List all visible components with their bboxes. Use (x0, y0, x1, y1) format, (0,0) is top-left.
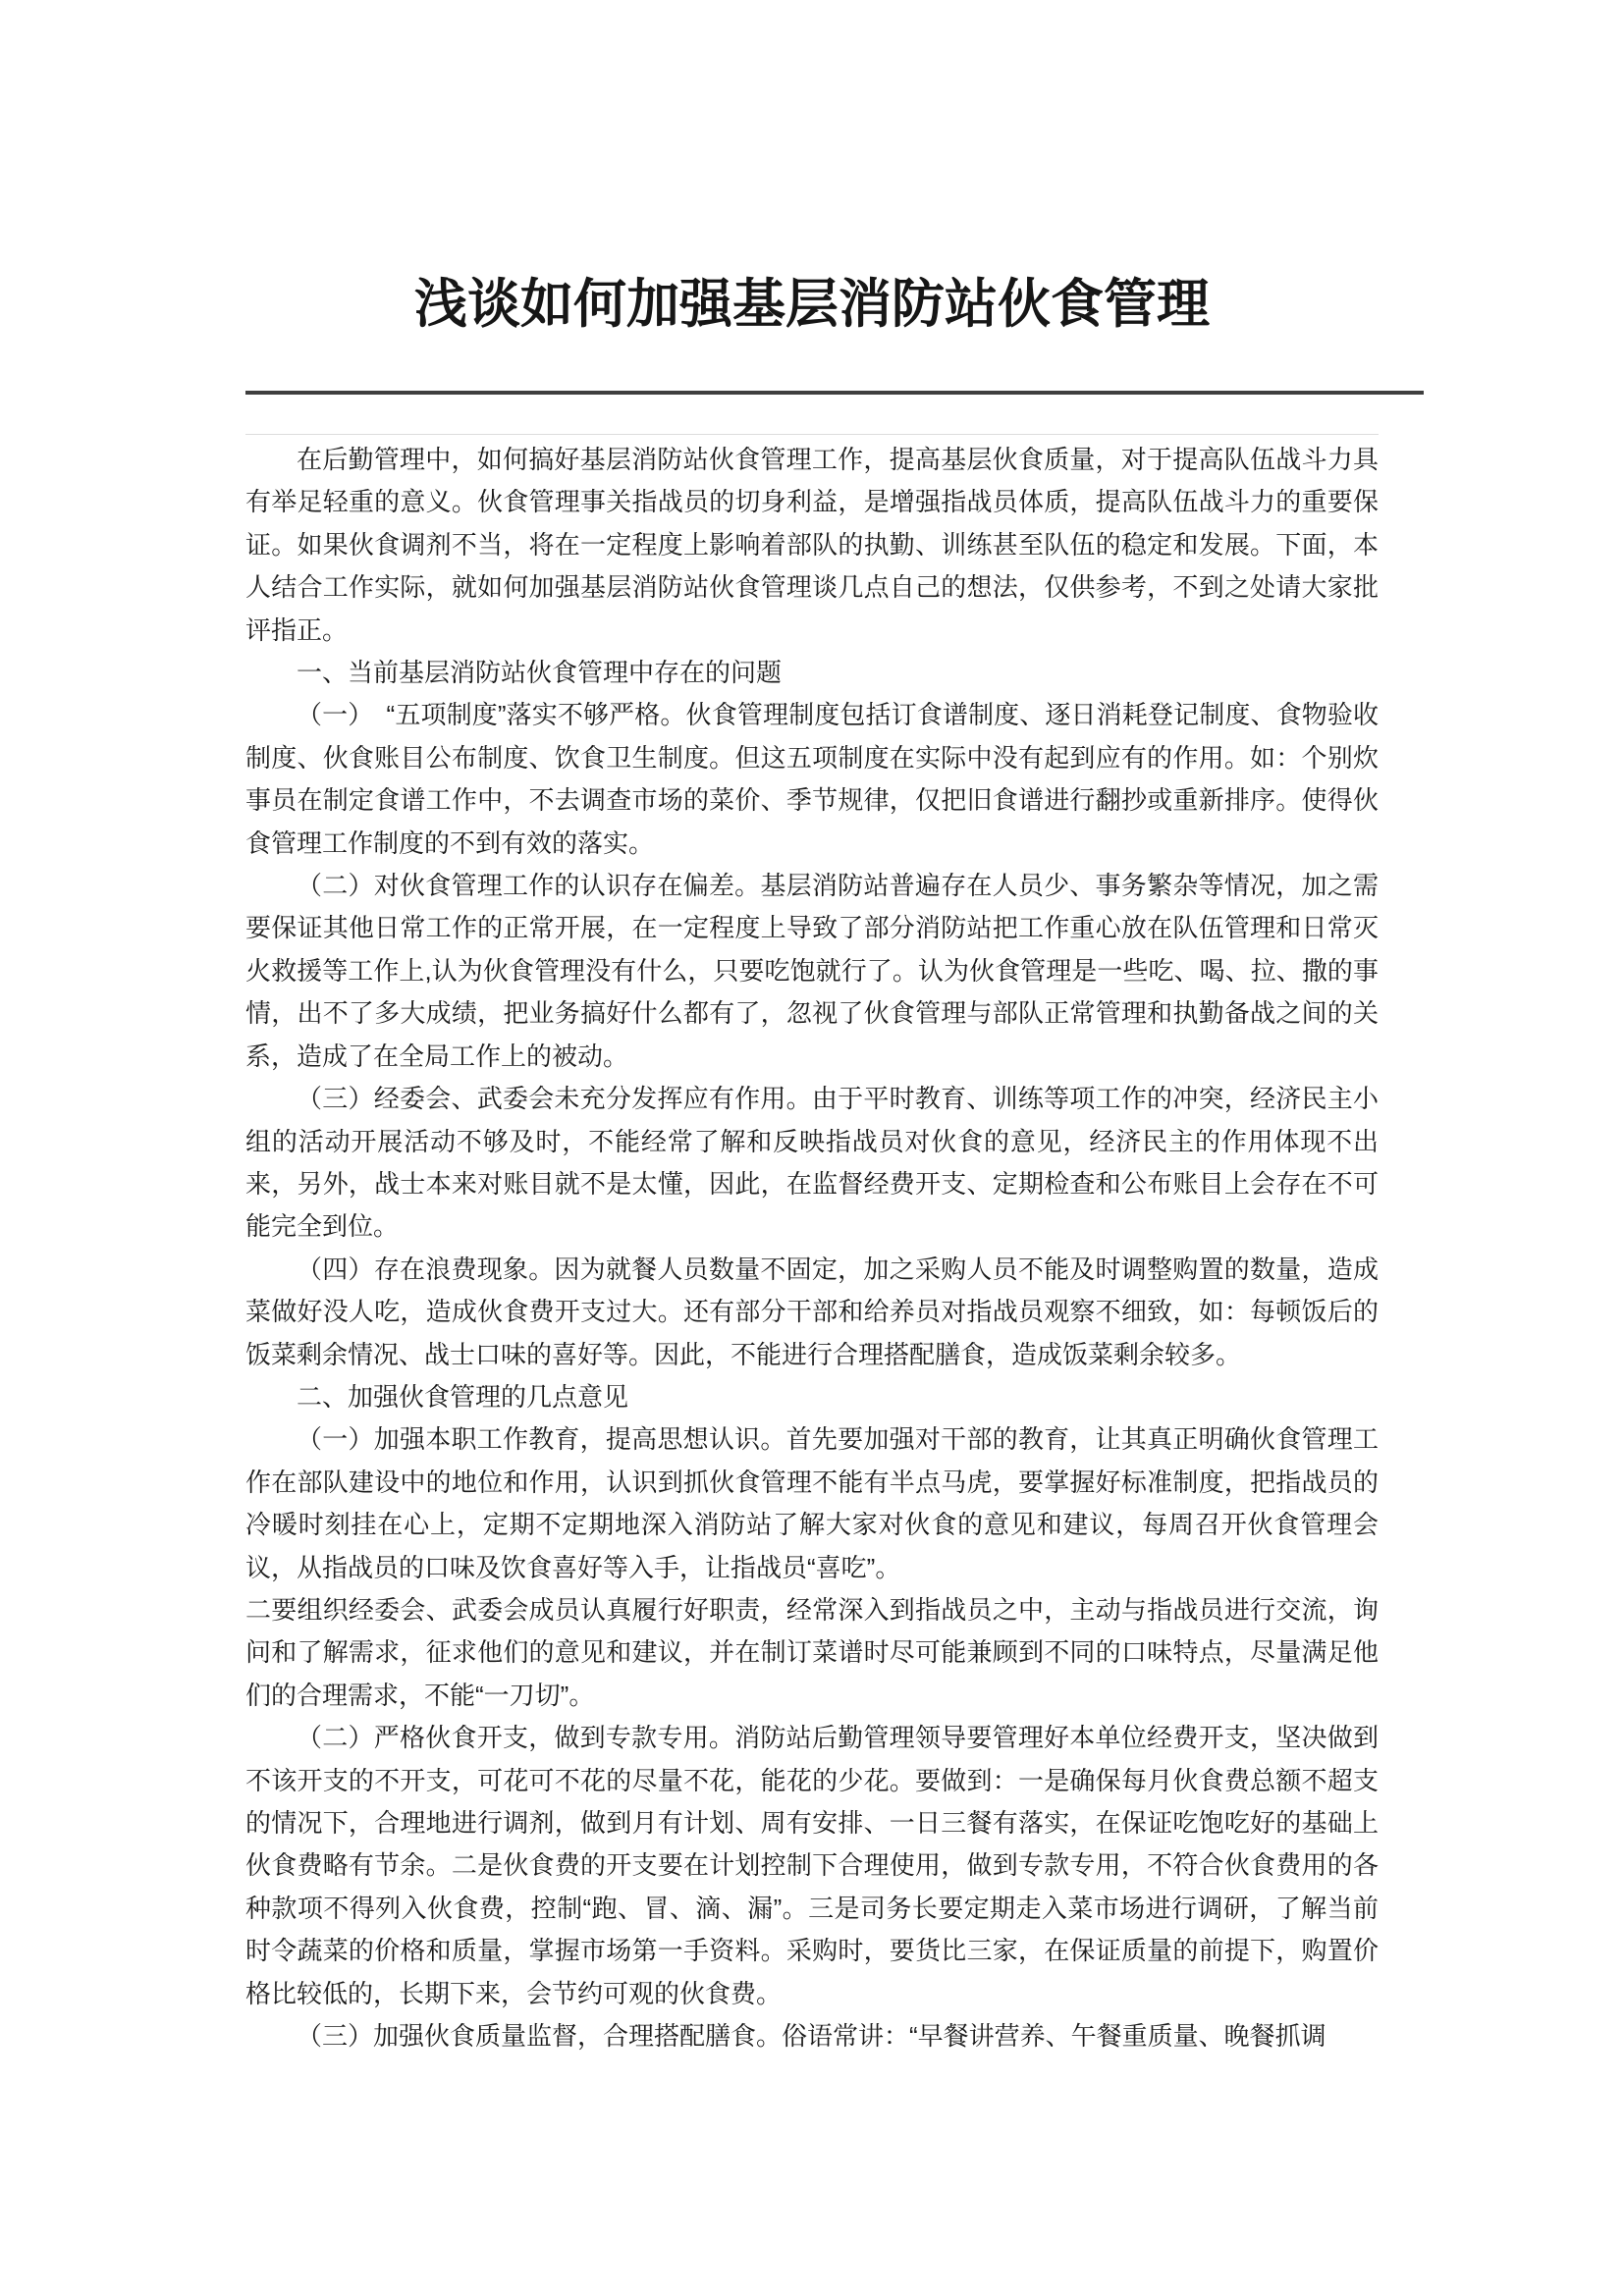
paragraph: （二）严格伙食开支，做到专款专用。消防站后勤管理领导要管理好本单位经费开支，坚决做到不该开支的不开支，可花可不花的尽量不花，能花的少花。要做到：一是确保每月伙食费总额不超支的情况下，合理地进行调剂，做到月有计划、周有安排、一日三餐有落实，在保证吃饱吃好的基础上伙食费略有节余。二是伙食费的开支要在计划控制下合理使用，做到专款专用，不符合伙食费用的各种款项不得列入伙食费，控制“跑、冒、滴、漏”。三是司务长要定期走入菜市场进行调研，了解当前时令蔬菜的价格和质量，掌握市场第一手资料。采购时，要货比三家，在保证质量的前提下，购置价格比较低的，长期下来，会节约可观的伙食费。 (245, 1723, 1379, 2008)
paragraph: （一） “五项制度”落实不够严格。伙食管理制度包括订食谱制度、逐日消耗登记制度、食物验收制度、伙食账目公布制度、饮食卫生制度。但这五项制度在实际中没有起到应有的作用。如：个别炊事员在制定食谱工作中，不去调查市场的菜价、季节规律，仅把旧食谱进行翻抄或重新排序。使得伙食管理工作制度的不到有效的落实。 (245, 700, 1379, 858)
body-top-rule (245, 434, 1379, 435)
paragraph: （四）存在浪费现象。因为就餐人员数量不固定，加之采购人员不能及时调整购置的数量，造成菜做好没人吃，造成伙食费开支过大。还有部分干部和给养员对指战员观察不细致，如：每顿饭后的饭菜剩余情况、战士口味的喜好等。因此，不能进行合理搭配膳食，造成饭菜剩余较多。 (245, 1254, 1379, 1369)
paragraph: （一）加强本职工作教育，提高思想认识。首先要加强对干部的教育，让其真正明确伙食管理工作在部队建设中的地位和作用，认识到抓伙食管理不能有半点马虎，要掌握好标准制度，把指战员的冷暖时刻挂在心上，定期不定期地深入消防站了解大家对伙食的意见和建议，每周召开伙食管理会议，从指战员的口味及饮食喜好等入手，让指战员“喜吃”。 (245, 1424, 1379, 1582)
title-underline-rule (245, 391, 1424, 395)
paragraph: 二要组织经委会、武委会成员认真履行好职责，经常深入到指战员之中，主动与指战员进行交流，询问和了解需求，征求他们的意见和建议，并在制订菜谱时尽可能兼顾到不同的口味特点，尽量满足他们的合理需求，不能“一刀切”。 (245, 1594, 1379, 1710)
document-title: 浅谈如何加强基层消防站伙食管理 (414, 275, 1210, 334)
paragraph: （三）加强伙食质量监督，合理搭配膳食。俗语常讲：“早餐讲营养、午餐重质量、晚餐抓调 (297, 2021, 1326, 2052)
paragraph: （三）经委会、武委会未充分发挥应有作用。由于平时教育、训练等项工作的冲突，经济民主小组的活动开展活动不够及时，不能经常了解和反映指战员对伙食的意见，经济民主的作用体现不出来，另外，战士本来对账目就不是太懂，因此，在监督经费开支、定期检查和公布账目上会存在不可能完全到位。 (245, 1084, 1379, 1242)
paragraph: 一、当前基层消防站伙食管理中存在的问题 (297, 658, 783, 688)
document-body (245, 439, 1379, 2057)
paragraph: （二）对伙食管理工作的认识存在偏差。基层消防站普遍存在人员少、事务繁杂等情况，加之需要保证其他日常工作的正常开展，在一定程度上导致了部分消防站把工作重心放在队伍管理和日常灭火救援等工作上,认为伙食管理没有什么，只要吃饱就行了。认为伙食管理是一些吃、喝、拉、撒的事情，出不了多大成绩，把业务搞好什么都有了，忽视了伙食管理与部队正常管理和执勤备战之间的关系，造成了在全局工作上的被动。 (245, 871, 1379, 1071)
paragraph: 二、加强伙食管理的几点意见 (297, 1381, 629, 1412)
paragraph: 在后勤管理中，如何搞好基层消防站伙食管理工作，提高基层伙食质量，对于提高队伍战斗力具有举足轻重的意义。伙食管理事关指战员的切身利益，是增强指战员体质，提高队伍战斗力的重要保证。如果伙食调剂不当，将在一定程度上影响着部队的执勤、训练甚至队伍的稳定和发展。下面，本人结合工作实际，就如何加强基层消防站伙食管理谈几点自己的想法，仅供参考，不到之处请大家批评指正。 (245, 445, 1379, 645)
